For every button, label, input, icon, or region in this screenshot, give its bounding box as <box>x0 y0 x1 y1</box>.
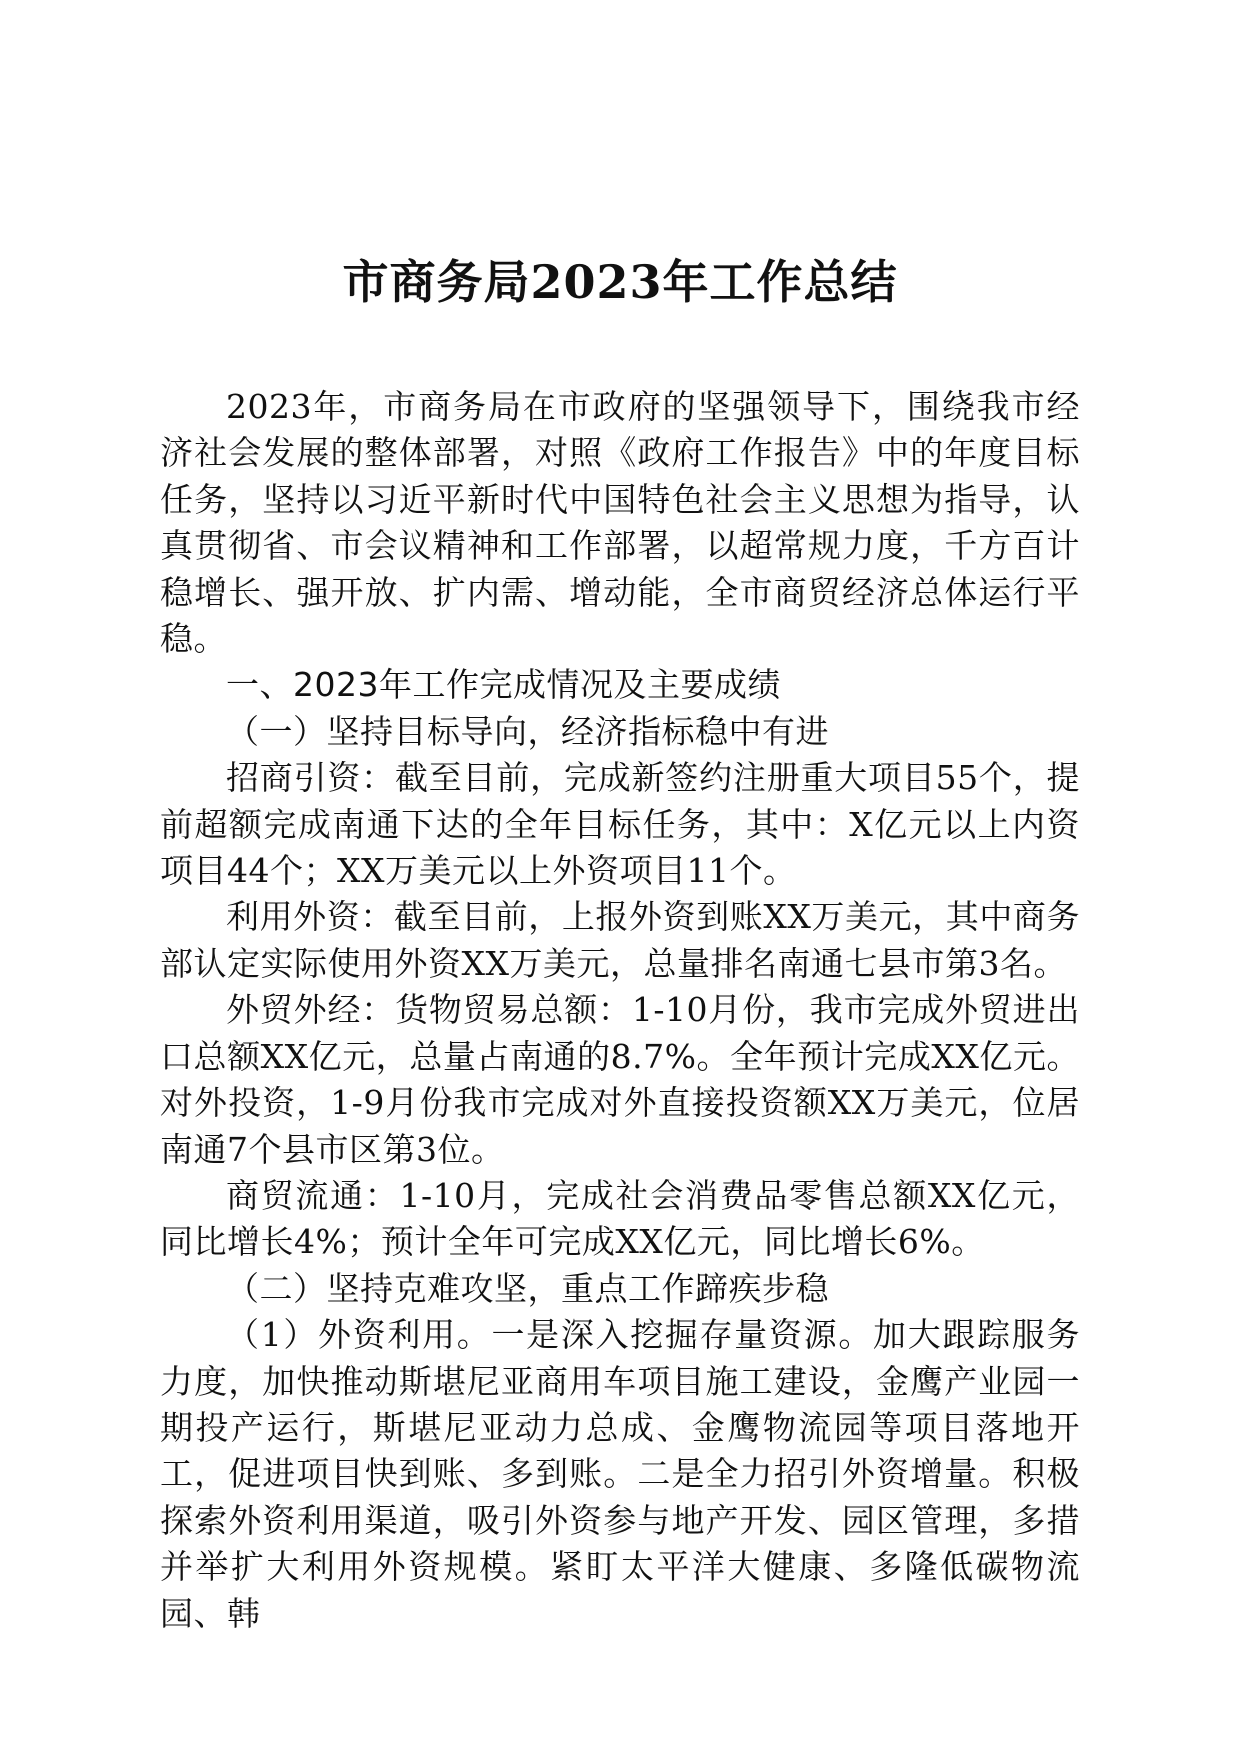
document-title: 市商务局2023年工作总结 <box>342 255 898 309</box>
paragraph-investment: 招商引资：截至目前，完成新签约注册重大项目55个，提前超额完成南通下达的全年目标任务，其中：X亿元以上内资项目44个；XX万美元以上外资项目11个。 <box>160 758 1080 891</box>
section-heading-1: 一、2023年工作完成情况及主要成绩 <box>226 665 781 705</box>
paragraph-foreign-trade: 外贸外经：货物贸易总额：1-10月份，我市完成外贸进出口总额XX亿元，总量占南通的8.7%。全年预计完成XX亿元。对外投资，1-9月份我市完成对外直接投资额XX万美元，位居南通7个县市区第3位。 <box>160 990 1080 1169</box>
paragraph-intro: 2023年，市商务局在市政府的坚强领导下，围绕我市经济社会发展的整体部署，对照《政府工作报告》中的年度目标任务，坚持以习近平新时代中国特色社会主义思想为指导，认真贯彻省、市会议精神和工作部署，以超常规力度，千方百计稳增长、强开放、扩内需、增动能，全市商贸经济总体运行平稳。 <box>160 387 1080 659</box>
paragraph-foreign-use: （1）外资利用。一是深入挖掘存量资源。加大跟踪服务力度，加快推动斯堪尼亚商用车项目施工建设，金鹰产业园一期投产运行，斯堪尼亚动力总成、金鹰物流园等项目落地开工，促进项目快到账、多到账。二是全力招引外资增量。积极探索外资利用渠道，吸引外资参与地产开发、园区管理，多措并举扩大利用外资规模。紧盯太平洋大健康、多隆低碳物流园、韩 <box>160 1315 1080 1633</box>
paragraph-commerce: 商贸流通：1-10月，完成社会消费品零售总额XX亿元，同比增长4%；预计全年可完成XX亿元，同比增长6%。 <box>160 1175 1080 1262</box>
subsection-heading-1: （一）坚持目标导向，经济指标稳中有进 <box>226 711 829 751</box>
subsection-heading-2: （二）坚持克难攻坚，重点工作蹄疾步稳 <box>226 1268 829 1308</box>
paragraph-foreign-capital: 利用外资：截至目前，上报外资到账XX万美元，其中商务部认定实际使用外资XX万美元，总量排名南通七县市第3名。 <box>160 897 1080 983</box>
document-body <box>160 384 1080 1637</box>
